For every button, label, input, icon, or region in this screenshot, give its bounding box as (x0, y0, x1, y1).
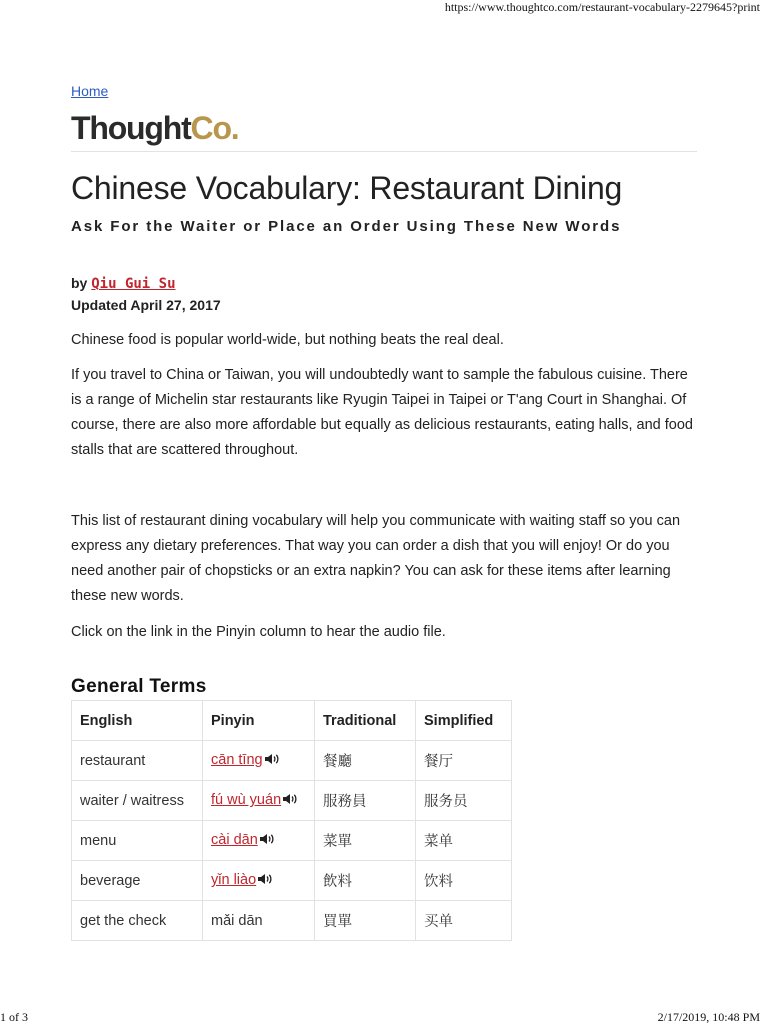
cell-pinyin (203, 741, 315, 781)
cell-english: waiter / waitress (72, 781, 203, 821)
thoughtco-logo[interactable] (71, 108, 239, 148)
table-row (72, 781, 512, 821)
section-heading: General Terms (71, 676, 207, 697)
table-row (72, 861, 512, 901)
updated-date: Updated April 27, 2017 (71, 297, 221, 313)
paragraph: This list of restaurant dining vocabulary will help you communicate with waiting staff so you can express any dietary preferences. That way you can order a dish that you will enjoy! Or do you need another pair of chopsticks or an extra napkin? You can ask for these items after learning these new words. (71, 513, 681, 604)
cell-simplified: 饮料 (416, 861, 512, 901)
column-header-english: English (72, 701, 203, 741)
speaker-icon[interactable] (257, 873, 273, 889)
logo-text-accent: Co. (190, 110, 239, 146)
by-label: by (71, 275, 88, 291)
cell-pinyin (203, 821, 315, 861)
cell-english: menu (72, 821, 203, 861)
home-link[interactable]: Home (71, 83, 109, 99)
print-datetime: 2/17/2019, 10:48 PM (657, 1010, 760, 1024)
cell-pinyin (203, 861, 315, 901)
cell-traditional: 飲料 (315, 861, 416, 901)
pinyin-audio-link[interactable]: fú wù yuán (211, 792, 282, 809)
cell-english: restaurant (72, 741, 203, 781)
speaker-icon[interactable] (282, 793, 298, 809)
paragraph: Chinese food is popular world-wide, but nothing beats the real deal. (71, 332, 504, 348)
table-row (72, 821, 512, 861)
cell-simplified: 买单 (416, 901, 512, 941)
cell-english: get the check (72, 901, 203, 941)
vocabulary-table (71, 700, 512, 941)
cell-pinyin (203, 781, 315, 821)
header-divider (71, 151, 697, 152)
speaker-icon[interactable] (259, 833, 275, 849)
column-header-traditional: Traditional (315, 701, 416, 741)
pinyin-audio-link[interactable]: cān tīng (211, 752, 263, 769)
cell-simplified: 菜单 (416, 821, 512, 861)
cell-english: beverage (72, 861, 203, 901)
page-count: 1 of 3 (0, 1010, 28, 1024)
table-row (72, 901, 512, 941)
article-title: Chinese Vocabulary: Restaurant Dining (71, 170, 623, 206)
speaker-icon[interactable] (264, 753, 280, 769)
table-header-row (72, 701, 512, 741)
cell-traditional: 服務員 (315, 781, 416, 821)
cell-simplified: 餐厅 (416, 741, 512, 781)
column-header-pinyin: Pinyin (203, 701, 315, 741)
cell-pinyin (203, 901, 315, 941)
pinyin-audio-link[interactable]: yǐn liào (211, 872, 257, 889)
column-header-simplified: Simplified (416, 701, 512, 741)
byline (71, 275, 176, 292)
paragraph: If you travel to China or Taiwan, you will undoubtedly want to sample the fabulous cuisine. There is a range of Michelin star restaurants like Ryugin Taipei in Taipei or T'ang Court in Shanghai. Of course, there are also more affordable but equally as delicious restaurants, eating halls, and food stalls that are scattered throughout. (71, 367, 693, 458)
table-row (72, 741, 512, 781)
print-url: https://www.thoughtco.com/restaurant-vocabulary-2279645?print (444, 0, 760, 14)
author-link[interactable]: Qiu Gui Su (91, 276, 176, 292)
logo-text-main: Thought (71, 110, 191, 146)
cell-traditional: 餐廳 (315, 741, 416, 781)
pinyin-audio-link[interactable]: cài dān (211, 832, 258, 849)
cell-simplified: 服务员 (416, 781, 512, 821)
cell-traditional: 菜單 (315, 821, 416, 861)
pinyin-text: mǎi dān (211, 912, 263, 929)
paragraph: Click on the link in the Pinyin column to hear the audio file. (71, 624, 446, 640)
cell-traditional: 買單 (315, 901, 416, 941)
article-subtitle: Ask For the Waiter or Place an Order Using These New Words (71, 218, 622, 235)
